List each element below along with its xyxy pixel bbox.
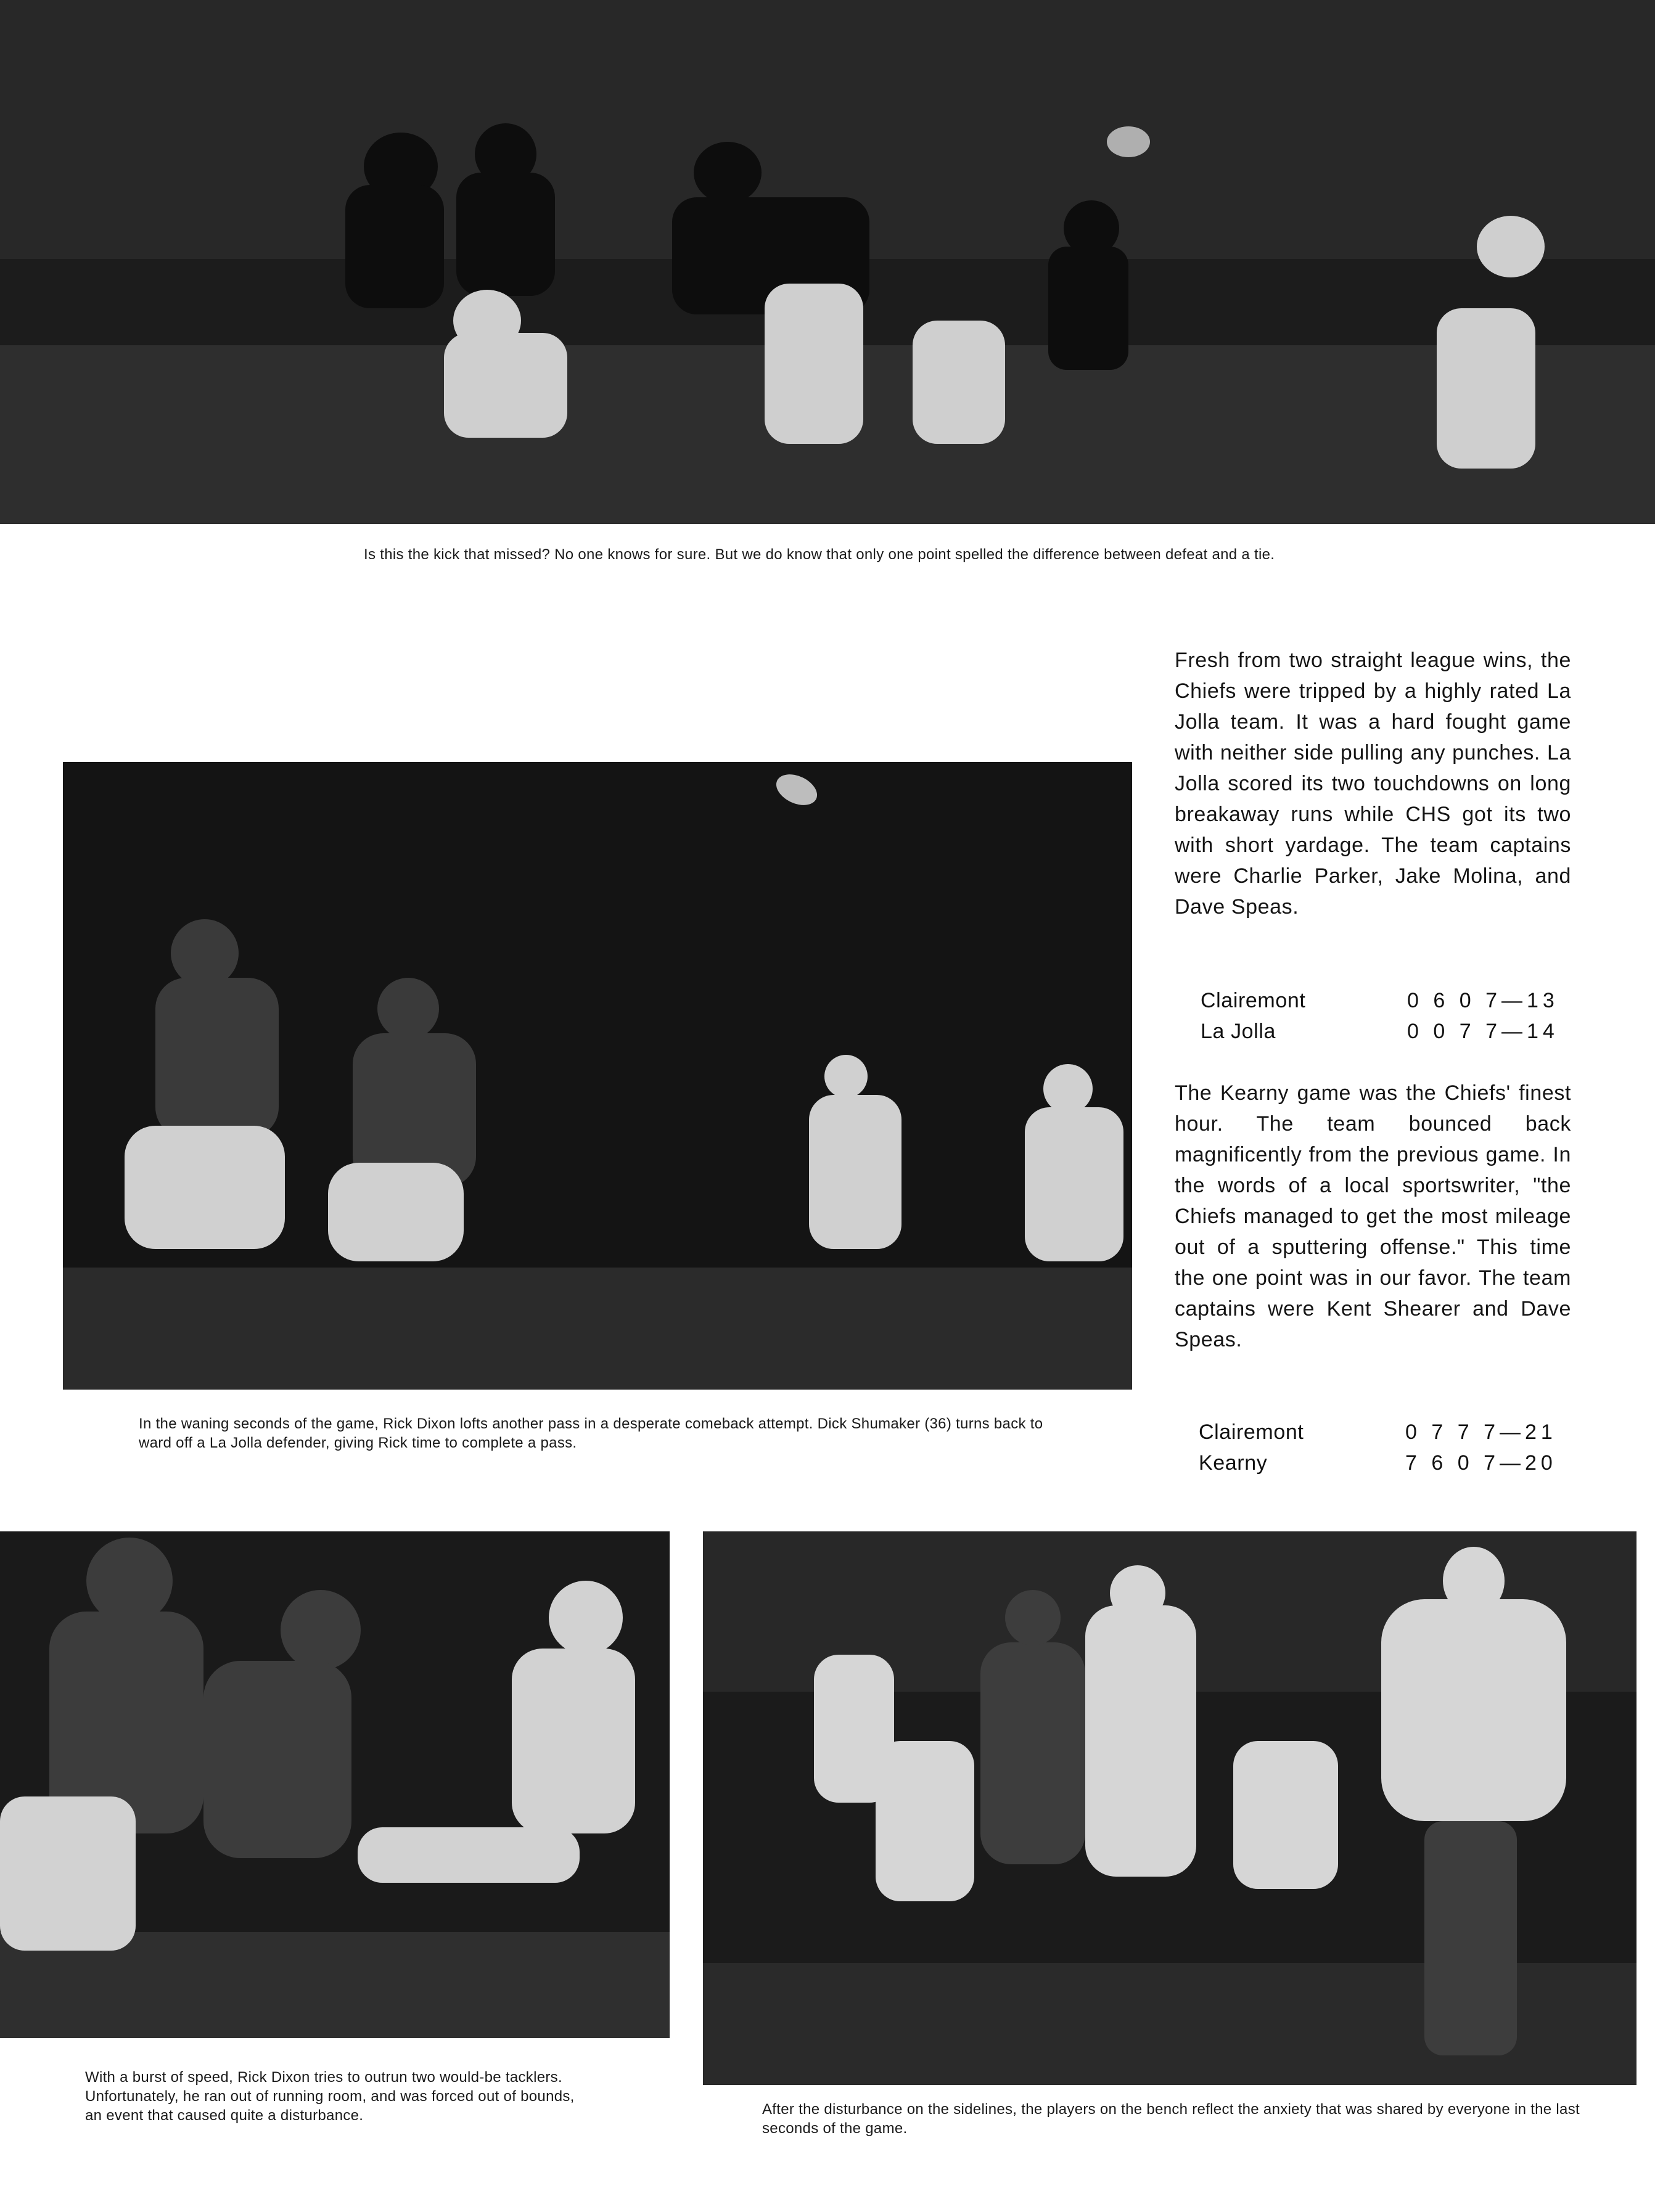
scoreboard-game-2 bbox=[1199, 1417, 1569, 1478]
photo-bench bbox=[703, 1531, 1637, 2085]
football-kick-photo-icon bbox=[0, 0, 1655, 524]
score-row bbox=[1199, 1448, 1569, 1478]
team-name: Clairemont bbox=[1199, 1420, 1304, 1444]
score-row bbox=[1201, 985, 1571, 1016]
photo-kick bbox=[0, 0, 1655, 524]
caption-bench: After the disturbance on the sidelines, the players on the bench reflect the anxiety that was shared by everyone in the last seconds of the game. bbox=[762, 2101, 1580, 2137]
photo-pass bbox=[63, 762, 1132, 1390]
team-name: Clairemont bbox=[1201, 989, 1306, 1012]
football-bench-photo-icon bbox=[703, 1531, 1637, 2085]
score-row bbox=[1201, 1016, 1571, 1047]
score-value: 0 6 0 7—13 bbox=[1407, 989, 1559, 1012]
scoreboard-game-1 bbox=[1201, 985, 1571, 1047]
photo-run bbox=[0, 1531, 670, 2038]
article-la-jolla: Fresh from two straight league wins, the Chiefs were tripped by a highly rated La Jolla team. It was a hard fought game with neither side pulling any punches. La Jolla scored its two touchdowns on long breakaway runs while CHS got its two with short yardage. The team captains were Charlie Parker, Jake Molina, and Dave Speas. bbox=[1175, 649, 1571, 919]
score-value: 0 7 7 7—21 bbox=[1405, 1420, 1557, 1444]
team-name: Kearny bbox=[1199, 1451, 1268, 1475]
football-pass-photo-icon bbox=[63, 762, 1132, 1390]
team-name: La Jolla bbox=[1201, 1020, 1276, 1043]
article-kearny: The Kearny game was the Chiefs' finest hour. The team bounced back magnificently from the previous game. In the words of a local sportswriter, "the Chiefs managed to get the most mileage out of a sputtering offense." This time the one point was in our favor. The team captains were Kent Shearer and Dave Speas. bbox=[1175, 1081, 1571, 1351]
score-row bbox=[1199, 1417, 1569, 1448]
caption-pass: In the waning seconds of the game, Rick Dixon lofts another pass in a desperate comeback attempt. Dick Shumaker (36) turns back to ward off a La Jolla defender, giving Rick time to complete a pass. bbox=[139, 1415, 1043, 1451]
football-run-photo-icon bbox=[0, 1531, 670, 2038]
score-value: 7 6 0 7—20 bbox=[1405, 1451, 1557, 1475]
caption-kick: Is this the kick that missed? No one knows for sure. But we do know that only one point spelled the difference between defeat and a tie. bbox=[364, 546, 1275, 563]
score-value: 0 0 7 7—14 bbox=[1407, 1020, 1559, 1043]
caption-run: With a burst of speed, Rick Dixon tries to outrun two would-be tacklers. Unfortunately, he ran out of running room, and was forced out of bounds, an event that caused quite a disturbance. bbox=[85, 2069, 575, 2124]
